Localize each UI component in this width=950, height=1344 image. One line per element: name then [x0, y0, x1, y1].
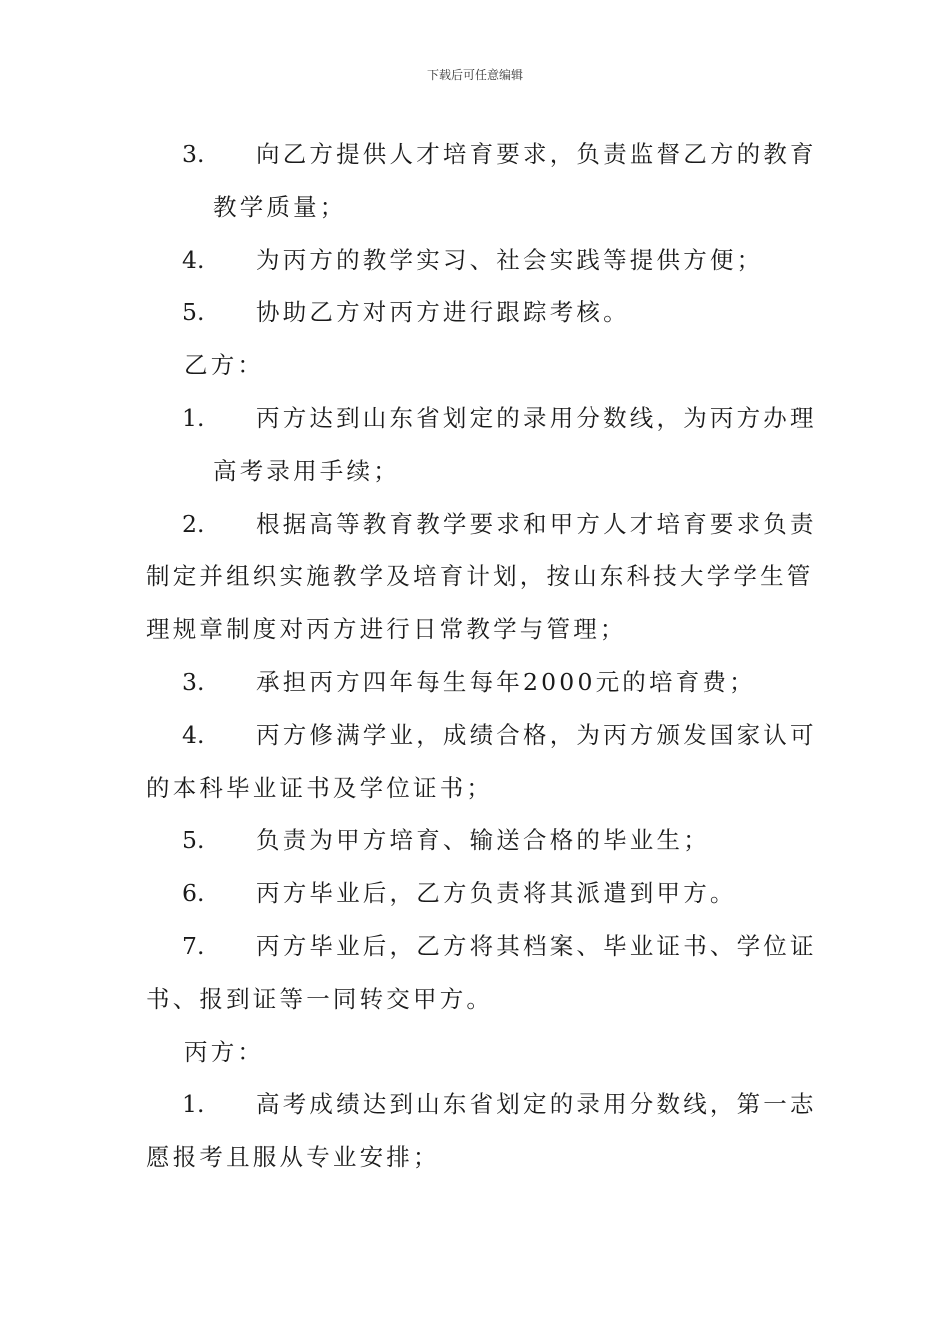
list-item-continuation: 高考录用手续； [213, 456, 400, 485]
list-item [146, 1078, 817, 1131]
list-item-continuation: 制定并组织实施教学及培育计划，按山东科技大学学生管 [146, 562, 814, 591]
list-item-continuation: 的本科毕业证书及学位证书； [146, 773, 494, 802]
list-item [146, 814, 796, 867]
list-item [146, 234, 796, 287]
list-item-number: 3. [182, 140, 205, 168]
list-item-text: 为丙方的教学实习、社会实践等提供方便； [256, 245, 764, 274]
list-item-number: 1. [182, 403, 205, 432]
list-item-number: 5. [182, 298, 205, 327]
list-item [146, 286, 796, 339]
list-item-text: 高考成绩达到山东省划定的录用分数线，第一志 [256, 1090, 817, 1119]
list-item-text: 丙方毕业后，乙方将其档案、毕业证书、学位证 [256, 931, 817, 960]
section-heading: 乙方： [184, 351, 265, 380]
list-item-number: 3. [182, 667, 205, 696]
list-item-number: 7. [182, 931, 205, 960]
list-item-text: 丙方毕业后，乙方负责将其派遣到甲方。 [256, 879, 737, 908]
list-item-number: 1. [182, 1090, 205, 1119]
list-item [146, 920, 817, 973]
list-item-number: 5. [182, 826, 205, 855]
list-item-number: 2. [182, 509, 205, 538]
list-item [146, 709, 817, 762]
list-item [146, 498, 817, 551]
document-body [146, 128, 817, 1184]
list-item-continuation: 理规章制度对丙方进行日常教学与管理； [146, 615, 627, 644]
list-item [146, 128, 817, 181]
list-item-text: 丙方达到山东省划定的录用分数线，为丙方办理 [256, 403, 817, 432]
list-item-continuation: 教学质量； [213, 192, 347, 221]
list-item-number: 6. [182, 879, 205, 908]
list-item-number: 4. [182, 720, 205, 749]
list-item-text: 负责为甲方培育、输送合格的毕业生； [256, 826, 710, 855]
list-item-text: 根据高等教育教学要求和甲方人才培育要求负责 [256, 509, 817, 538]
list-item-text: 向乙方提供人才培育要求，负责监督乙方的教育 [256, 140, 817, 168]
list-item [146, 656, 796, 709]
list-item-text: 丙方修满学业，成绩合格，为丙方颁发国家认可 [256, 720, 817, 749]
list-item-number: 4. [182, 245, 205, 274]
list-item [146, 392, 817, 445]
page-header: 下载后可任意编辑 [426, 68, 523, 82]
section-heading: 丙方： [184, 1037, 265, 1066]
list-item [146, 867, 796, 920]
list-item-continuation: 愿报考且服从专业安排； [146, 1143, 440, 1172]
list-item-text: 承担丙方四年每生每年2000元的培育费； [256, 667, 756, 696]
list-item-text: 协助乙方对丙方进行跟踪考核。 [256, 298, 630, 327]
list-item-continuation: 书、报到证等一同转交甲方。 [146, 984, 494, 1013]
